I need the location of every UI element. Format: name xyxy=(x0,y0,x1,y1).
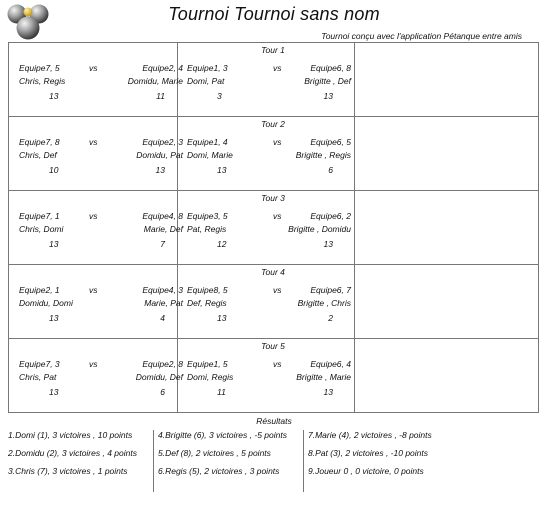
ranking-entry: 3.Chris (7), 3 victoires , 1 points xyxy=(8,466,128,476)
team1-score: 3 xyxy=(217,91,222,101)
results-title: Résultats xyxy=(256,416,292,426)
team1-players: Pat, Regis xyxy=(187,224,227,234)
team1-score: 13 xyxy=(49,387,59,397)
team2-score: 13 xyxy=(323,239,333,249)
results-separator xyxy=(153,430,154,492)
team2-score: 7 xyxy=(160,239,165,249)
team2-players: Brigitte , Marie xyxy=(296,372,351,382)
team2-label: Equipe2, 3 xyxy=(142,137,183,147)
match-cell xyxy=(185,359,353,407)
match-cell xyxy=(17,63,185,111)
team1-label: Equipe7, 1 xyxy=(19,211,60,221)
team1-label: Equipe1, 3 xyxy=(187,63,228,73)
vs-label: vs xyxy=(273,359,282,369)
vs-label: vs xyxy=(273,211,282,221)
team2-score: 13 xyxy=(155,165,165,175)
round-row xyxy=(8,42,539,116)
team1-label: Equipe7, 8 xyxy=(19,137,60,147)
team2-players: Marie, Def xyxy=(143,224,183,234)
team2-label: Equipe6, 5 xyxy=(310,137,351,147)
ranking-entry: 6.Regis (5), 2 victoires , 3 points xyxy=(158,466,280,476)
ranking-entry: 9.Joueur 0 , 0 victoire, 0 points xyxy=(308,466,424,476)
round-title: Tour 5 xyxy=(261,341,285,351)
team1-label: Equipe1, 4 xyxy=(187,137,228,147)
ranking-entry: 4.Brigitte (6), 3 victoires , -5 points xyxy=(158,430,287,440)
team2-label: Equipe6, 2 xyxy=(310,211,351,221)
rounds-table xyxy=(8,42,539,413)
team1-players: Domi, Regis xyxy=(187,372,234,382)
team2-score: 11 xyxy=(156,91,165,101)
team2-players: Domidu, Pat xyxy=(136,150,183,160)
team2-players: Brigitte , Def xyxy=(304,76,351,86)
team1-players: Chris, Def xyxy=(19,150,57,160)
team1-players: Def, Regis xyxy=(187,298,227,308)
team1-label: Equipe1, 5 xyxy=(187,359,228,369)
team2-players: Domidu, Def xyxy=(135,372,183,382)
team1-label: Equipe8, 5 xyxy=(187,285,228,295)
team2-players: Brigitte , Regis xyxy=(295,150,351,160)
round-title: Tour 2 xyxy=(261,119,285,129)
team1-score: 13 xyxy=(217,165,227,175)
round-row xyxy=(8,116,539,190)
team2-score: 4 xyxy=(160,313,165,323)
tournament-subtitle: Tournoi conçu avec l'application Pétanque entre amis xyxy=(321,31,522,41)
team2-score: 6 xyxy=(328,165,333,175)
ranking-entry: 8.Pat (3), 2 victoires , -10 points xyxy=(308,448,428,458)
team2-players: Marie, Pat xyxy=(144,298,183,308)
round-title: Tour 4 xyxy=(261,267,285,277)
team2-label: Equipe4, 3 xyxy=(142,285,183,295)
match-cell xyxy=(17,137,185,185)
team2-score: 13 xyxy=(323,91,333,101)
round-title: Tour 3 xyxy=(261,193,285,203)
team1-label: Equipe3, 5 xyxy=(187,211,228,221)
team1-score: 12 xyxy=(217,239,227,249)
vs-label: vs xyxy=(273,285,282,295)
match-cell xyxy=(185,63,353,111)
team2-score: 13 xyxy=(323,387,333,397)
round-row xyxy=(8,190,539,264)
team1-players: Chris, Domi xyxy=(19,224,64,234)
vs-label: vs xyxy=(89,211,98,221)
team1-players: Chris, Regis xyxy=(19,76,66,86)
tournament-title: Tournoi Tournoi sans nom xyxy=(168,4,380,24)
round-title: Tour 1 xyxy=(261,45,285,55)
team2-label: Equipe4, 8 xyxy=(142,211,183,221)
team1-label: Equipe7, 5 xyxy=(19,63,60,73)
team1-score: 13 xyxy=(49,313,59,323)
team1-players: Domi, Pat xyxy=(187,76,225,86)
match-cell xyxy=(185,137,353,185)
match-cell xyxy=(17,285,185,333)
team1-players: Domidu, Domi xyxy=(19,298,73,308)
vs-label: vs xyxy=(89,285,98,295)
team1-score: 13 xyxy=(49,239,59,249)
vs-label: vs xyxy=(273,137,282,147)
team2-label: Equipe2, 8 xyxy=(142,359,183,369)
team1-label: Equipe7, 3 xyxy=(19,359,60,369)
team2-score: 6 xyxy=(160,387,165,397)
team2-label: Equipe6, 8 xyxy=(310,63,351,73)
team1-score: 13 xyxy=(49,91,59,101)
team1-players: Domi, Marie xyxy=(187,150,233,160)
ranking-entry: 7.Marie (4), 2 victoires , -8 points xyxy=(308,430,432,440)
team1-label: Equipe2, 1 xyxy=(19,285,60,295)
round-row xyxy=(8,338,539,413)
team1-score: 11 xyxy=(217,387,226,397)
match-cell xyxy=(185,285,353,333)
ranking-entry: 2.Domidu (2), 3 victoires , 4 points xyxy=(8,448,137,458)
team2-score: 2 xyxy=(328,313,333,323)
ranking-entry: 1.Domi (1), 3 victoires , 10 points xyxy=(8,430,133,440)
team1-score: 13 xyxy=(217,313,227,323)
team2-players: Brigitte , Domidu xyxy=(288,224,351,234)
team2-players: Brigitte , Chris xyxy=(297,298,351,308)
vs-label: vs xyxy=(89,63,98,73)
match-cell xyxy=(17,359,185,407)
match-cell xyxy=(17,211,185,259)
team2-label: Equipe6, 4 xyxy=(310,359,351,369)
team2-players: Domidu, Marie xyxy=(127,76,183,86)
ranking-entry: 5.Def (8), 2 victoires , 5 points xyxy=(158,448,271,458)
results-separator xyxy=(303,430,304,492)
team2-label: Equipe2, 4 xyxy=(142,63,183,73)
team2-label: Equipe6, 7 xyxy=(310,285,351,295)
team1-players: Chris, Pat xyxy=(19,372,57,382)
vs-label: vs xyxy=(89,137,98,147)
vs-label: vs xyxy=(273,63,282,73)
vs-label: vs xyxy=(89,359,98,369)
round-row xyxy=(8,264,539,338)
results-list xyxy=(8,430,539,492)
team1-score: 10 xyxy=(49,165,59,175)
match-cell xyxy=(185,211,353,259)
